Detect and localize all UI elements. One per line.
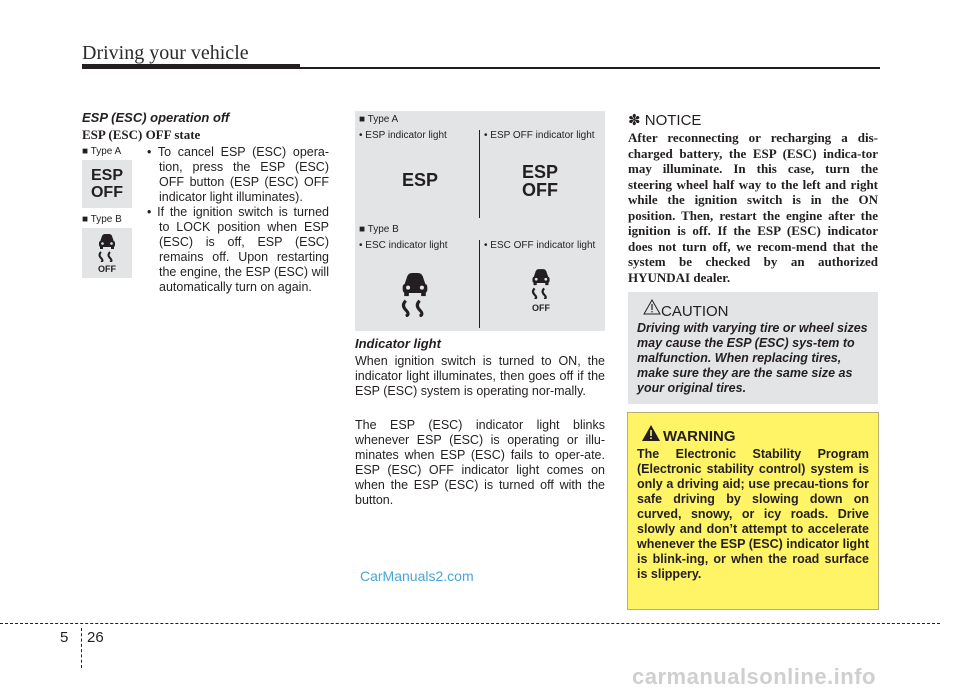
header-rule-thick xyxy=(82,64,300,69)
esp-indicator-symbol: ESP xyxy=(401,170,439,190)
skid-car-icon xyxy=(94,232,120,262)
panel-a-col1-label: • ESP indicator light xyxy=(359,130,447,141)
bullet-list xyxy=(147,145,329,295)
caution-box xyxy=(628,292,878,404)
esc-off-button-icon xyxy=(82,228,132,278)
indicator-para-1: When ignition switch is turned to ON, the indicator light illuminates, then goes off if the ESP (ESC) system is operating nor-mally. xyxy=(355,354,605,398)
footer-divider xyxy=(81,628,82,668)
type-a-label: ■ Type A xyxy=(82,146,122,157)
esp-off-symbol-line2: OFF xyxy=(522,180,558,200)
esp-off-icon-line1: ESP xyxy=(90,167,123,184)
page-header-title: Driving your vehicle xyxy=(82,42,249,64)
panel-a-type-label: ■ Type A xyxy=(359,114,399,125)
panel-a-divider xyxy=(479,130,480,218)
bullet-cancel-esp: • To cancel ESP (ESC) opera-tion, press the ESP (ESC) OFF button (ESP (ESC) OFF indicator light illuminates). xyxy=(147,145,329,204)
bullet-ignition-lock: • If the ignition switch is turned to LOCK position when ESP (ESC) is off, ESP (ESC) remains off. Upon restarting the engine, the ESP (ESC) will automatically turn on again. xyxy=(147,205,329,294)
esp-off-symbol-line1: ESP xyxy=(521,162,559,182)
warning-title: WARNING xyxy=(663,428,736,445)
warning-triangle-icon xyxy=(641,424,661,442)
esc-off-skid-car-icon xyxy=(527,267,555,299)
panel-b-divider xyxy=(479,240,480,328)
esp-off-indicator-symbol xyxy=(495,163,585,199)
panel-b-col2-label: • ESC OFF indicator light xyxy=(484,240,596,251)
type-b-label: ■ Type B xyxy=(82,214,122,225)
notice-title: ✽ NOTICE xyxy=(628,112,702,129)
esc-off-icon-text: OFF xyxy=(98,264,116,274)
caution-body: Driving with varying tire or wheel sizes may cause the ESP (ESC) sys-tem to malfunction. When replacing tires, make sure they are the same size as your original tires. xyxy=(637,321,868,395)
warning-box xyxy=(627,412,879,610)
indicator-light-title: Indicator light xyxy=(355,336,441,351)
panel-a-col2-label: • ESP OFF indicator light xyxy=(484,130,595,141)
esp-off-icon-line2: OFF xyxy=(90,184,123,201)
panel-b-type-label: ■ Type B xyxy=(359,224,399,235)
header-rule-thin xyxy=(300,67,880,69)
esc-off-indicator-icon xyxy=(523,267,559,313)
subsection-title: ESP (ESC) OFF state xyxy=(82,127,201,142)
chapter-number: 5 xyxy=(60,629,69,646)
panel-b-col1-label: • ESC indicator light xyxy=(359,240,448,251)
indicator-para-2: The ESP (ESC) indicator light blinks whenever ESP (ESC) is operating or illu-minates when ESP (ESC) fails to oper-ate. ESP (ESC) OFF indicator light comes on when the ESP (ESC) is turned off with the button. xyxy=(355,418,605,507)
footer-dashed-rule xyxy=(0,623,940,624)
caution-title: CAUTION xyxy=(661,303,729,320)
esc-indicator-icon xyxy=(395,269,435,317)
notice-body: After reconnecting or recharging a dis-charged battery, the ESP (ESC) indica-tor may illuminate. In this case, turn the steering wheel half way to the left and right while the ignition switch is in the ON position. Then, restart the engine after the ignition is off. If the ESP (ESC) indicator does not turn off, we recom-mend that the system be checked by an authorized HYUNDAI dealer. xyxy=(628,130,878,285)
page-number: 26 xyxy=(87,629,104,646)
section-title: ESP (ESC) operation off xyxy=(82,110,230,125)
carmanuals-watermark: CarManuals2.com xyxy=(360,568,474,584)
type-b-indicator-panel xyxy=(355,221,605,331)
esc-off-indicator-text: OFF xyxy=(532,303,550,313)
warning-body: The Electronic Stability Program (Electronic stability control) system is only a driving aid; use precau-tions for safe driving by slowing down on curved, snowy, or icy roads. Drive slowly and don’t attempt to accelerate whenever the ESP (ESC) indicator light is blink-ing, or when the road surface is slippery. xyxy=(637,447,869,581)
site-watermark: carmanualsonline.info xyxy=(632,664,876,689)
type-a-indicator-panel xyxy=(355,111,605,221)
esp-off-button-icon xyxy=(82,160,132,208)
caution-triangle-icon xyxy=(643,299,661,315)
